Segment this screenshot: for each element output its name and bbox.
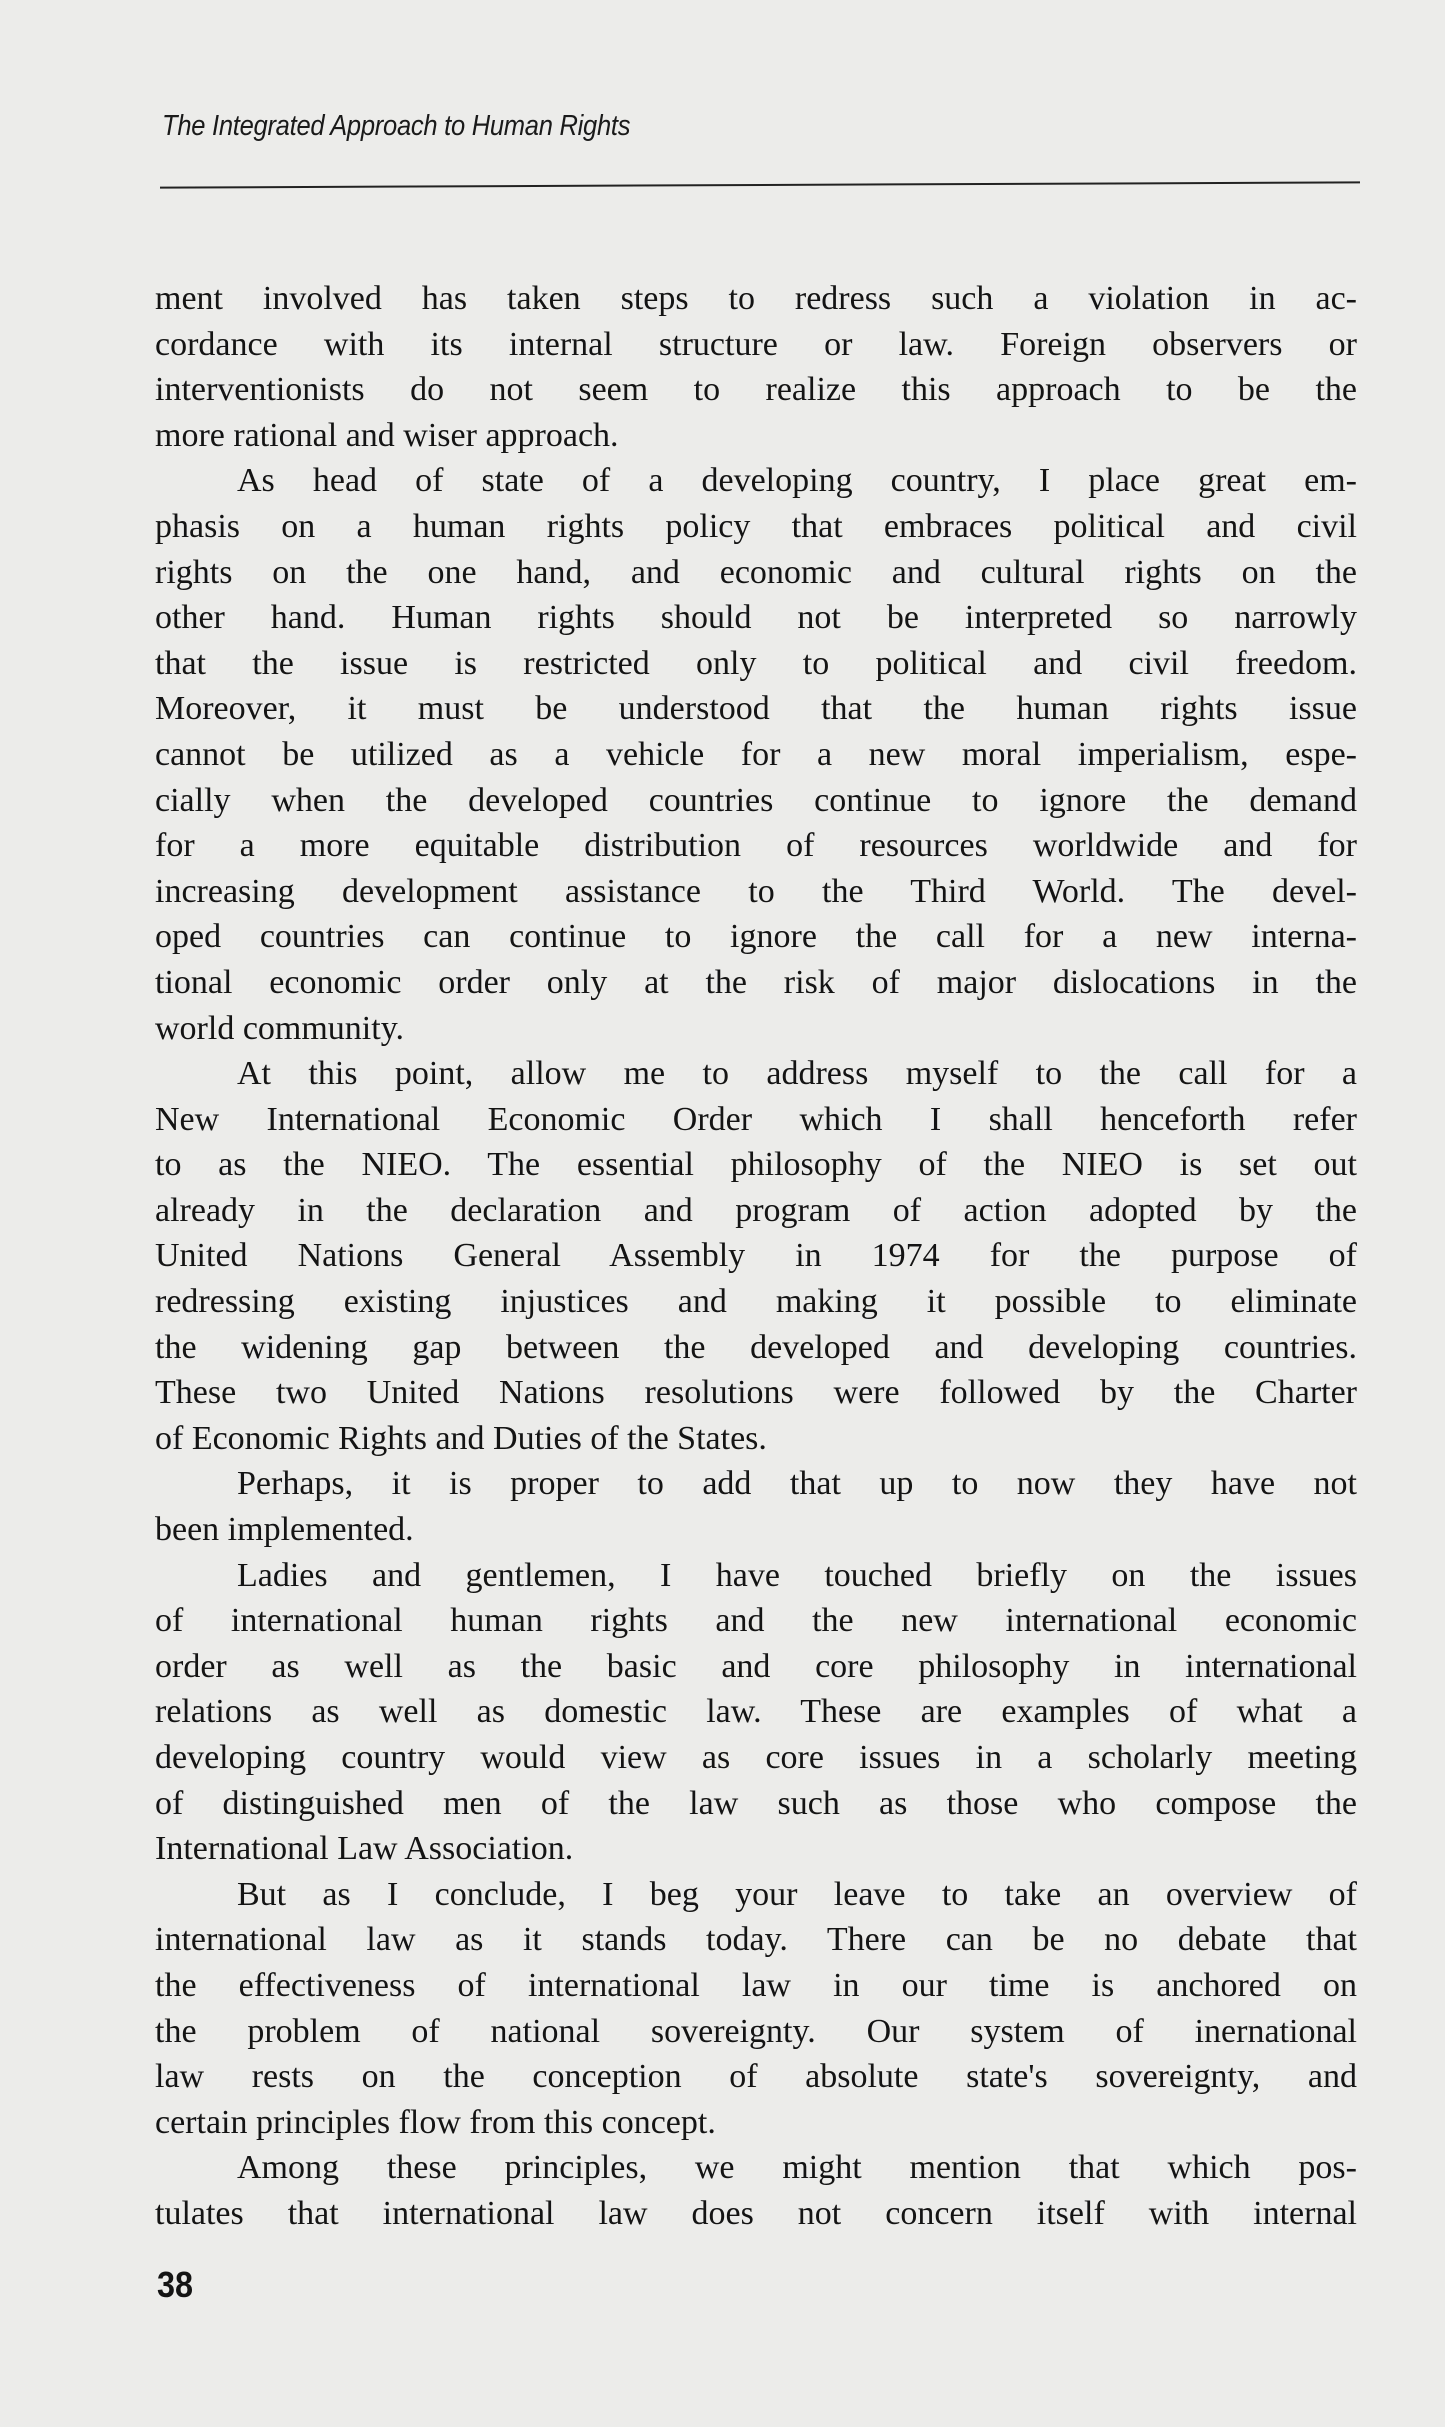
page-number: 38: [157, 2264, 194, 2305]
text-line: tional economic order only at the risk of major dislocations in the: [155, 963, 1357, 1001]
text-line: cannot be utilized as a vehicle for a new moral imperialism, espe-: [155, 735, 1357, 773]
text-line: certain principles flow from this concept.: [155, 2103, 716, 2141]
text-line: oped countries can continue to ignore the call for a new interna-: [155, 918, 1357, 956]
text-line: other hand. Human rights should not be interpreted so narrowly: [155, 599, 1357, 637]
paragraph: [155, 1553, 1357, 1872]
text-line: developing country would view as core issues in a scholarly meeting: [155, 1739, 1357, 1776]
text-line: that the issue is restricted only to political and civil freedom.: [155, 644, 1357, 682]
text-line: world community.: [155, 1009, 404, 1047]
text-line: These two United Nations resolutions were followed by the Charter: [155, 1374, 1357, 1412]
text-line: already in the declaration and program of action adopted by the: [155, 1191, 1357, 1229]
text-line: New International Economic Order which I shall henceforth refer: [155, 1100, 1357, 1138]
text-line: increasing development assistance to the Third World. The devel-: [155, 872, 1357, 910]
text-line: to as the NIEO. The essential philosophy of the NIEO is set out: [155, 1146, 1357, 1184]
paragraph: [155, 2145, 1357, 2236]
paragraph: [155, 458, 1357, 1051]
text-line: ment involved has taken steps to redress such a violation in ac-: [155, 280, 1357, 317]
paragraph: [155, 276, 1357, 458]
text-line: of Economic Rights and Duties of the States.: [155, 1419, 767, 1457]
text-line: the problem of national sovereignty. Our system of inernational: [155, 2012, 1357, 2050]
text-line: international law as it stands today. There can be no debate that: [155, 1921, 1357, 1959]
text-line: But as I conclude, I beg your leave to take an overview of: [237, 1875, 1357, 1913]
text-line: the effectiveness of international law in our time is anchored on: [155, 1966, 1357, 2004]
body-text: [155, 276, 1357, 2237]
text-line: Ladies and gentlemen, I have touched briefly on the issues: [237, 1556, 1357, 1594]
text-line: tulates that international law does not concern itself with internal: [155, 2194, 1357, 2232]
text-line: order as well as the basic and core philosophy in international: [155, 1647, 1357, 1685]
text-line: been implemented.: [155, 1511, 414, 1549]
text-line: United Nations General Assembly in 1974 for the purpose of: [155, 1237, 1357, 1275]
text-line: phasis on a human rights policy that embraces political and civil: [155, 507, 1357, 545]
text-line: cially when the developed countries continue to ignore the demand: [155, 781, 1357, 819]
text-line: more rational and wiser approach.: [155, 416, 619, 454]
running-head: The Integrated Approach to Human Rights: [162, 110, 631, 142]
paragraph: [155, 1461, 1357, 1552]
text-line: Moreover, it must be understood that the human rights issue: [155, 690, 1357, 728]
text-line: relations as well as domestic law. These are examples of what a: [155, 1693, 1357, 1731]
text-line: As head of state of a developing country, I place great em-: [237, 462, 1357, 500]
text-line: of international human rights and the new international economic: [155, 1602, 1357, 1640]
text-line: redressing existing injustices and making it possible to eliminate: [155, 1283, 1357, 1321]
text-line: Perhaps, it is proper to add that up to now they have not: [237, 1465, 1357, 1503]
text-line: rights on the one hand, and economic and cultural rights on the: [155, 553, 1357, 591]
header-rule: [160, 181, 1360, 188]
text-line: law rests on the conception of absolute state's sovereignty, and: [155, 2058, 1357, 2096]
text-line: of distinguished men of the law such as those who compose the: [155, 1784, 1357, 1822]
text-line: International Law Association.: [155, 1830, 574, 1868]
paragraph: [155, 1051, 1357, 1461]
text-line: Among these principles, we might mention that which pos-: [237, 2149, 1357, 2187]
text-line: the widening gap between the developed and developing countries.: [155, 1328, 1357, 1366]
text-line: for a more equitable distribution of resources worldwide and for: [155, 827, 1357, 865]
paragraph: [155, 1872, 1357, 2146]
text-line: interventionists do not seem to realize this approach to be the: [155, 371, 1357, 409]
text-line: cordance with its internal structure or law. Foreign observers or: [155, 325, 1357, 363]
text-line: At this point, allow me to address myself to the call for a: [237, 1055, 1357, 1093]
